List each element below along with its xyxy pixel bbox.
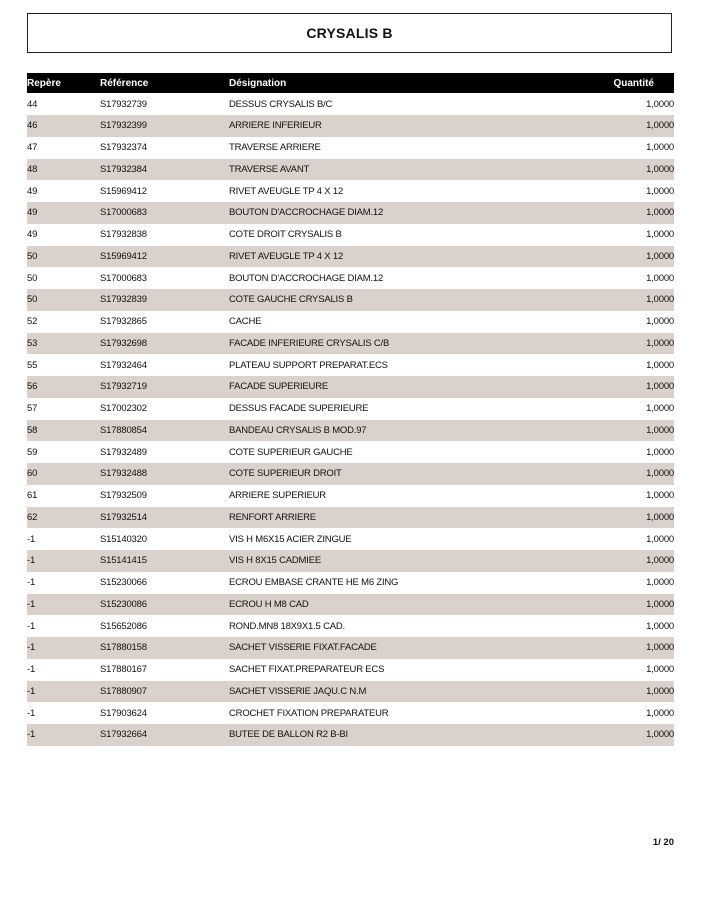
table-row xyxy=(27,637,674,659)
cell-designation: DESSUS FACADE SUPERIEURE xyxy=(229,403,369,414)
table-row xyxy=(27,681,674,703)
cell-reference: S15652086 xyxy=(100,620,147,632)
cell-reference: S15230086 xyxy=(100,598,147,610)
cell-reference: S17932664 xyxy=(100,729,147,741)
cell-reference: S17932399 xyxy=(100,120,147,132)
column-header-designation: Désignation xyxy=(229,77,287,89)
cell-quantite: 1,0000 xyxy=(646,555,674,567)
cell-repere: 50 xyxy=(27,250,38,262)
cell-reference: S17932488 xyxy=(100,468,147,480)
cell-repere: -1 xyxy=(27,642,36,654)
table-row xyxy=(27,311,674,333)
cell-repere: 61 xyxy=(27,490,38,501)
table-row xyxy=(27,267,674,289)
cell-designation: RIVET AVEUGLE TP 4 X 12 xyxy=(229,185,344,197)
cell-quantite: 1,0000 xyxy=(646,577,674,588)
cell-reference: S17880854 xyxy=(100,424,147,436)
table-row xyxy=(27,180,674,202)
cell-reference: S17932384 xyxy=(100,163,147,175)
cell-designation: ARRIERE INFERIEUR xyxy=(229,120,322,132)
cell-repere: -1 xyxy=(27,707,36,719)
cell-reference: S17000683 xyxy=(100,207,147,219)
table-row xyxy=(27,702,674,724)
cell-quantite: 1,0000 xyxy=(646,620,674,632)
cell-repere: -1 xyxy=(27,729,36,741)
cell-designation: COTE DROIT CRYSALIS B xyxy=(229,229,342,240)
cell-designation: VIS H M6X15 ACIER ZINGUE xyxy=(229,533,352,545)
table-row xyxy=(27,594,674,616)
cell-repere: 58 xyxy=(27,424,38,436)
cell-quantite: 1,0000 xyxy=(646,664,674,675)
column-header-quantite: Quantité xyxy=(613,77,654,89)
column-header-reference: Référence xyxy=(100,77,149,89)
cell-repere: -1 xyxy=(27,598,36,610)
table-body xyxy=(27,93,674,746)
cell-repere: 62 xyxy=(27,511,38,523)
cell-reference: S17002302 xyxy=(100,403,147,414)
table-row xyxy=(27,724,674,746)
cell-designation: ECROU H M8 CAD xyxy=(229,598,309,610)
cell-quantite: 1,0000 xyxy=(646,359,674,371)
cell-repere: -1 xyxy=(27,533,36,545)
cell-designation: BOUTON D'ACCROCHAGE DIAM.12 xyxy=(229,207,384,219)
cell-reference: S17932739 xyxy=(100,98,147,110)
cell-designation: BOUTON D'ACCROCHAGE DIAM.12 xyxy=(229,272,384,284)
page-number: 1/ 20 xyxy=(652,837,674,848)
cell-designation: RENFORT ARRIERE xyxy=(229,511,316,523)
cell-repere: 47 xyxy=(27,142,38,153)
cell-repere: 60 xyxy=(27,468,38,480)
cell-quantite: 1,0000 xyxy=(646,185,674,197)
cell-repere: 53 xyxy=(27,337,38,349)
table-row xyxy=(27,572,674,594)
cell-reference: S17932464 xyxy=(100,359,147,371)
table-row xyxy=(27,441,674,463)
cell-quantite: 1,0000 xyxy=(646,707,674,719)
table-row xyxy=(27,420,674,442)
cell-quantite: 1,0000 xyxy=(646,98,674,110)
cell-quantite: 1,0000 xyxy=(646,381,674,393)
cell-repere: 59 xyxy=(27,446,38,458)
cell-designation: FACADE INFERIEURE CRYSALIS C/B xyxy=(229,337,390,349)
cell-designation: SACHET VISSERIE JAQU.C N.M xyxy=(229,685,367,697)
cell-quantite: 1,0000 xyxy=(646,229,674,240)
cell-repere: 49 xyxy=(27,207,38,219)
cell-repere: 52 xyxy=(27,316,38,327)
cell-designation: ROND.MN8 18X9X1.5 CAD. xyxy=(229,620,345,632)
cell-designation: ARRIERE SUPERIEUR xyxy=(229,490,326,501)
cell-quantite: 1,0000 xyxy=(646,120,674,132)
cell-reference: S15969412 xyxy=(100,185,147,197)
cell-quantite: 1,0000 xyxy=(646,729,674,741)
cell-quantite: 1,0000 xyxy=(646,446,674,458)
cell-reference: S17880158 xyxy=(100,642,147,654)
cell-quantite: 1,0000 xyxy=(646,142,674,153)
table-row xyxy=(27,159,674,181)
cell-repere: -1 xyxy=(27,664,36,675)
cell-repere: 55 xyxy=(27,359,38,371)
cell-designation: SACHET VISSERIE FIXAT.FACADE xyxy=(229,642,377,654)
table-row xyxy=(27,507,674,529)
cell-repere: 46 xyxy=(27,120,38,132)
table-row xyxy=(27,463,674,485)
document-title-box xyxy=(27,13,672,53)
cell-quantite: 1,0000 xyxy=(646,511,674,523)
cell-reference: S17932838 xyxy=(100,229,147,240)
cell-reference: S17932719 xyxy=(100,381,147,393)
cell-quantite: 1,0000 xyxy=(646,424,674,436)
cell-reference: S17932865 xyxy=(100,316,147,327)
table-row xyxy=(27,485,674,507)
table-row xyxy=(27,615,674,637)
table-header xyxy=(27,73,674,93)
cell-quantite: 1,0000 xyxy=(646,272,674,284)
cell-designation: TRAVERSE AVANT xyxy=(229,163,310,175)
table-row xyxy=(27,115,674,137)
cell-designation: PLATEAU SUPPORT PREPARAT.ECS xyxy=(229,359,388,371)
cell-reference: S15140320 xyxy=(100,533,147,545)
table-row xyxy=(27,376,674,398)
table-row xyxy=(27,224,674,246)
cell-designation: CROCHET FIXATION PREPARATEUR xyxy=(229,707,389,719)
table-row xyxy=(27,354,674,376)
table-row xyxy=(27,659,674,681)
table-row xyxy=(27,550,674,572)
cell-quantite: 1,0000 xyxy=(646,685,674,697)
table-row xyxy=(27,333,674,355)
cell-quantite: 1,0000 xyxy=(646,316,674,327)
cell-reference: S17932489 xyxy=(100,446,147,458)
cell-designation: TRAVERSE ARRIERE xyxy=(229,142,321,153)
cell-designation: CACHE xyxy=(229,316,262,327)
document-title: CRYSALIS B xyxy=(306,25,393,41)
cell-quantite: 1,0000 xyxy=(646,490,674,501)
cell-quantite: 1,0000 xyxy=(646,468,674,480)
cell-reference: S17903624 xyxy=(100,707,147,719)
cell-repere: -1 xyxy=(27,620,36,632)
cell-repere: 56 xyxy=(27,381,38,393)
table-row xyxy=(27,528,674,550)
cell-designation: VIS H 8X15 CADMIEE xyxy=(229,555,321,567)
cell-repere: 44 xyxy=(27,98,38,110)
cell-quantite: 1,0000 xyxy=(646,403,674,414)
cell-repere: 48 xyxy=(27,163,38,175)
cell-quantite: 1,0000 xyxy=(646,337,674,349)
cell-quantite: 1,0000 xyxy=(646,207,674,219)
cell-designation: BANDEAU CRYSALIS B MOD.97 xyxy=(229,424,367,436)
cell-reference: S15969412 xyxy=(100,250,147,262)
cell-quantite: 1,0000 xyxy=(646,250,674,262)
cell-quantite: 1,0000 xyxy=(646,533,674,545)
cell-reference: S17932374 xyxy=(100,142,147,153)
cell-designation: BUTEE DE BALLON R2 B-BI xyxy=(229,729,348,741)
table-row xyxy=(27,398,674,420)
cell-reference: S17932514 xyxy=(100,511,147,523)
table-row xyxy=(27,246,674,268)
cell-reference: S17932839 xyxy=(100,294,147,306)
cell-reference: S17000683 xyxy=(100,272,147,284)
cell-designation: FACADE SUPERIEURE xyxy=(229,381,329,393)
cell-repere: -1 xyxy=(27,577,36,588)
table-row xyxy=(27,289,674,311)
cell-designation: COTE SUPERIEUR DROIT xyxy=(229,468,342,480)
cell-quantite: 1,0000 xyxy=(646,598,674,610)
cell-reference: S15230066 xyxy=(100,577,147,588)
cell-repere: 49 xyxy=(27,229,38,240)
cell-reference: S17880907 xyxy=(100,685,147,697)
cell-reference: S17932509 xyxy=(100,490,147,501)
cell-repere: 50 xyxy=(27,272,38,284)
cell-repere: 50 xyxy=(27,294,38,306)
cell-repere: -1 xyxy=(27,555,36,567)
cell-designation: DESSUS CRYSALIS B/C xyxy=(229,98,333,110)
cell-designation: RIVET AVEUGLE TP 4 X 12 xyxy=(229,250,344,262)
column-header-repere: Repère xyxy=(27,77,61,89)
table-row xyxy=(27,137,674,159)
cell-designation: SACHET FIXAT.PREPARATEUR ECS xyxy=(229,664,385,675)
cell-quantite: 1,0000 xyxy=(646,163,674,175)
table-row xyxy=(27,93,674,115)
cell-repere: 49 xyxy=(27,185,38,197)
cell-designation: COTE GAUCHE CRYSALIS B xyxy=(229,294,353,306)
cell-reference: S17880167 xyxy=(100,664,147,675)
cell-repere: 57 xyxy=(27,403,38,414)
cell-designation: ECROU EMBASE CRANTE HE M6 ZING xyxy=(229,577,399,588)
cell-repere: -1 xyxy=(27,685,36,697)
cell-designation: COTE SUPERIEUR GAUCHE xyxy=(229,446,353,458)
table-row xyxy=(27,202,674,224)
cell-quantite: 1,0000 xyxy=(646,642,674,654)
cell-reference: S15141415 xyxy=(100,555,147,567)
parts-table xyxy=(27,73,674,746)
cell-reference: S17932698 xyxy=(100,337,147,349)
cell-quantite: 1,0000 xyxy=(646,294,674,306)
